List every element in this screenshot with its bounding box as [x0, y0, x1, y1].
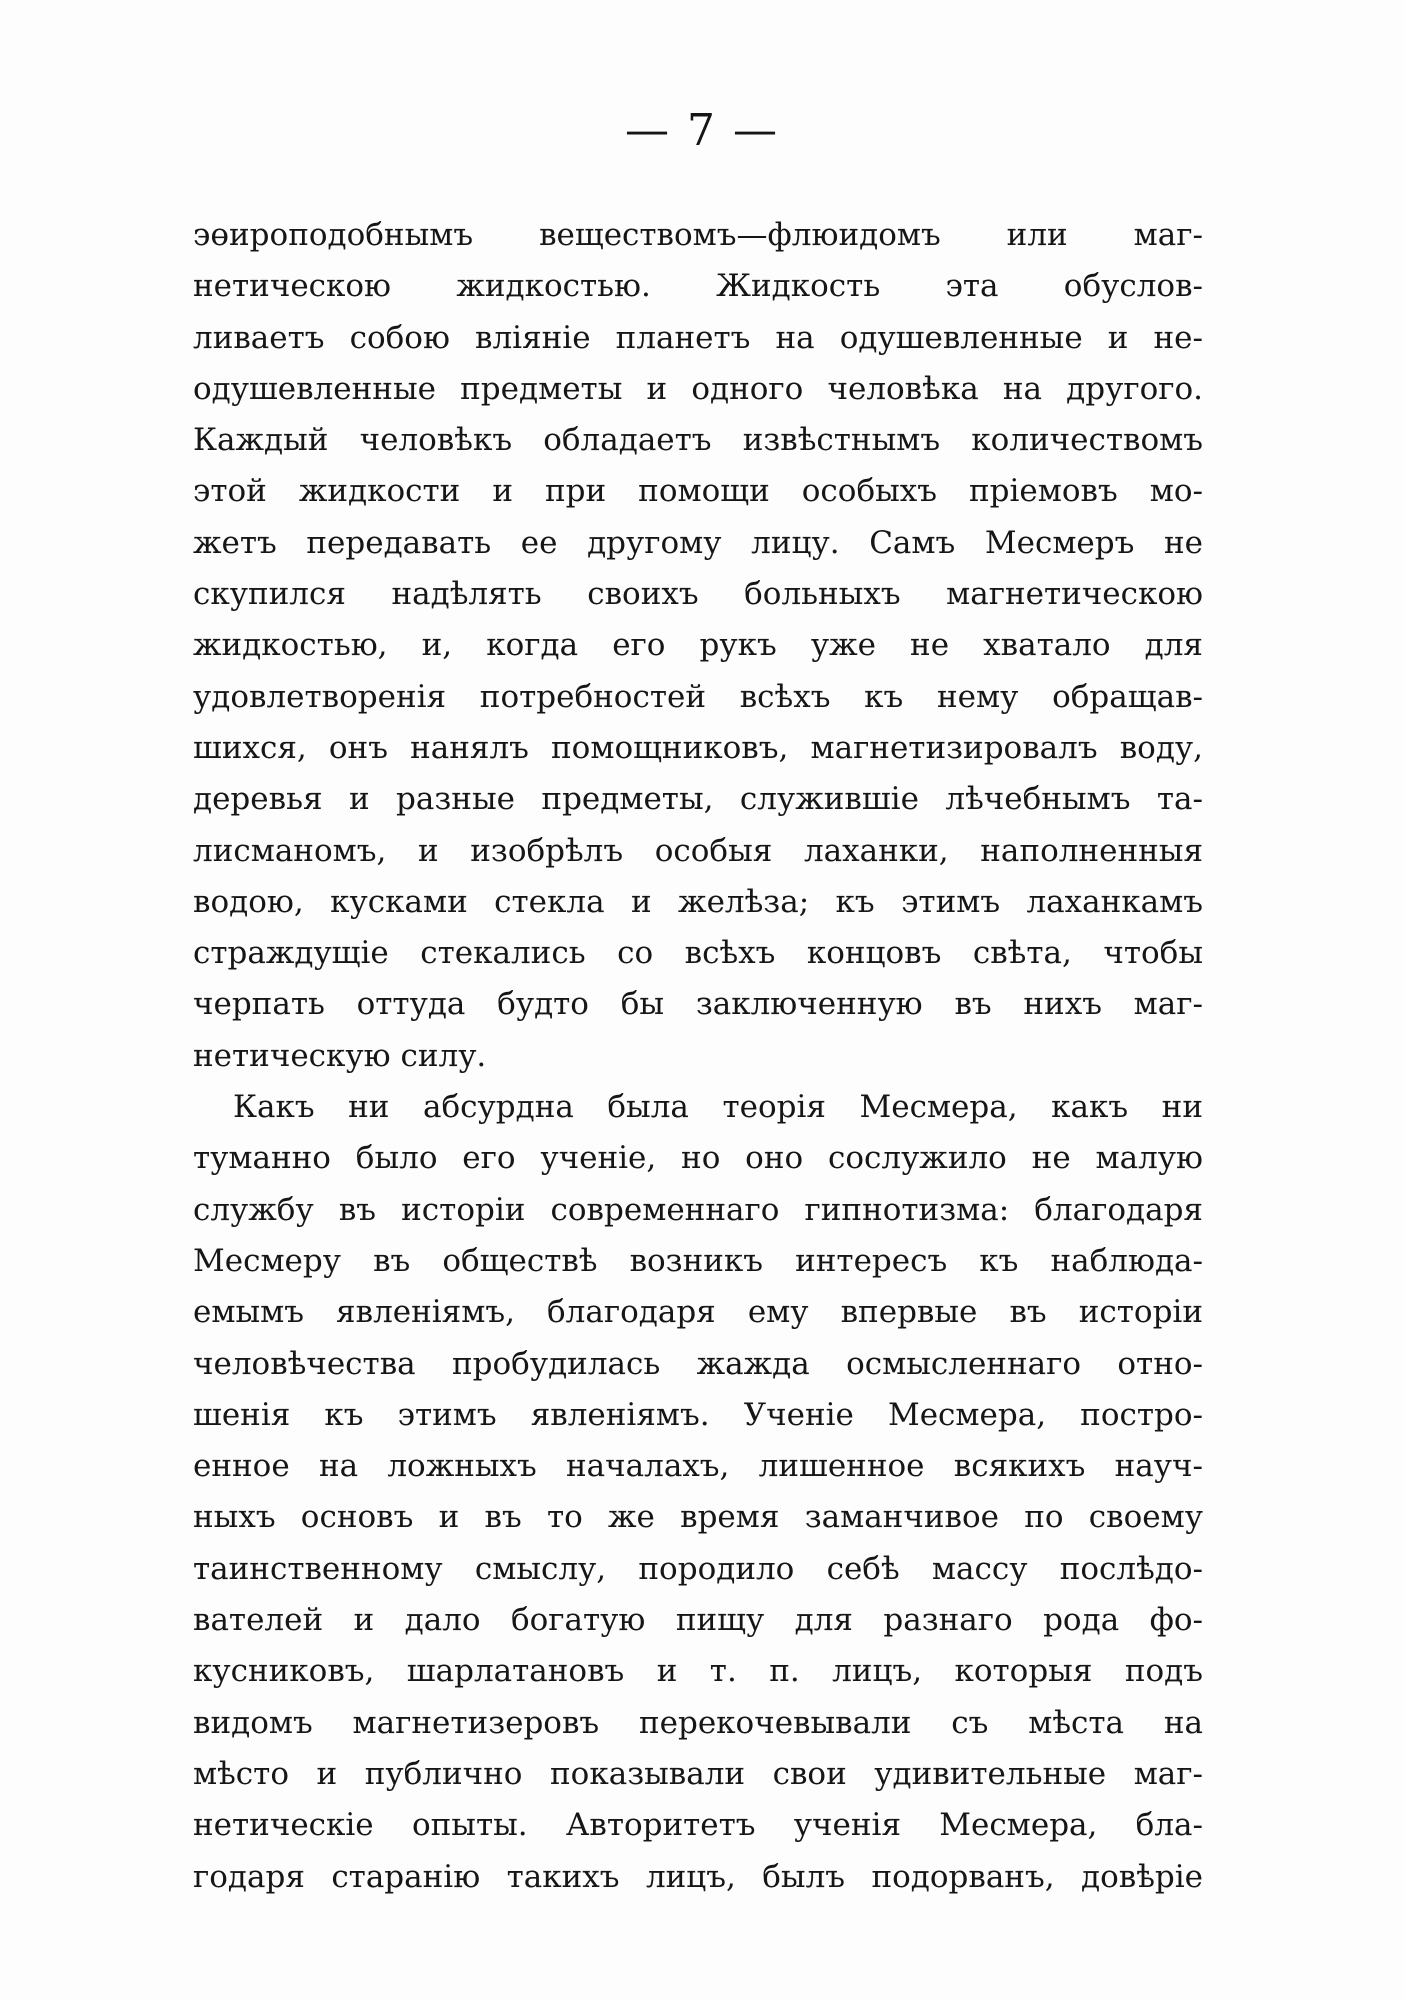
text-line: Месмеру въ обществѣ возникъ интересъ къ наблюда- [193, 1242, 1203, 1279]
text-line: ныхъ основъ и въ то же время заманчивое по своему [193, 1499, 1203, 1536]
text-line: нетическою жидкостью. Жидкость эта обуслов- [193, 268, 1203, 305]
text-line: человѣчества пробудилась жажда осмысленнаго отно- [193, 1345, 1203, 1382]
text-line: одушевленные предметы и одного человѣка на другого. [193, 370, 1203, 407]
page-number: — 7 — [625, 105, 779, 156]
text-line: ливаетъ собою вліяніе планетъ на одушевленные и не- [193, 319, 1203, 356]
text-line: емымъ явленіямъ, благодаря ему впервые въ исторіи [193, 1294, 1203, 1331]
text-line: кусниковъ, шарлатановъ и т. п. лицъ, которыя подъ [193, 1653, 1203, 1690]
text-line: енное на ложныхъ началахъ, лишенное всякихъ науч- [193, 1448, 1203, 1485]
text-line: вателей и дало богатую пищу для разнаго рода фо- [193, 1602, 1203, 1639]
text-line: этой жидкости и при помощи особыхъ пріемовъ мо- [193, 473, 1203, 510]
text-line: нетическіе опыты. Авторитетъ ученія Месмера, бла- [193, 1807, 1203, 1844]
text-line: скупился надѣлять своихъ больныхъ магнетическою [193, 576, 1203, 613]
text-line: эөироподобнымъ веществомъ—флюидомъ или маг- [193, 217, 1203, 253]
text-line: страждущіе стекались со всѣхъ концовъ свѣта, чтобы [193, 935, 1203, 972]
text-line: жетъ передавать ее другому лицу. Самъ Месмеръ не [193, 524, 1203, 561]
text-line: шихся, онъ нанялъ помощниковъ, магнетизировалъ воду, [193, 729, 1203, 766]
paragraph-1 [193, 210, 1203, 1082]
text-line: черпать оттуда будто бы заключенную въ нихъ маг- [193, 986, 1203, 1023]
text-line: нетическую силу. [193, 1037, 487, 1074]
text-line: годаря старанію такихъ лицъ, былъ подорванъ, довѣріе [193, 1858, 1203, 1895]
text-line: мѣсто и публично показывали свои удивительные маг- [193, 1755, 1203, 1792]
text-line: шенія къ этимъ явленіямъ. Ученіе Месмера, постро- [193, 1396, 1203, 1433]
text-line: видомъ магнетизеровъ перекочевывали съ мѣста на [193, 1704, 1203, 1741]
body-text [193, 210, 1203, 1903]
text-line: службу въ исторіи современнаго гипнотизма: благодаря [193, 1191, 1203, 1228]
text-line: удовлетворенія потребностей всѣхъ къ нему обращав- [193, 678, 1203, 715]
text-line: деревья и разные предметы, служившіе лѣчебнымъ та- [193, 781, 1203, 818]
text-line: таинственному смыслу, породило себѣ массу послѣдо- [193, 1550, 1203, 1587]
paragraph-2 [193, 1082, 1203, 1903]
text-line: лисманомъ, и изобрѣлъ особыя лаханки, наполненныя [193, 832, 1203, 869]
text-line: водою, кусками стекла и желѣза; къ этимъ лаханкамъ [193, 883, 1203, 920]
text-line: Какъ ни абсурдна была теорія Месмера, какъ ни [233, 1089, 1203, 1126]
text-line: жидкостью, и, когда его рукъ уже не хватало для [193, 627, 1203, 664]
text-line: Каждый человѣкъ обладаетъ извѣстнымъ количествомъ [193, 422, 1203, 459]
text-line: туманно было его ученіе, но оно сослужило не малую [193, 1140, 1203, 1177]
